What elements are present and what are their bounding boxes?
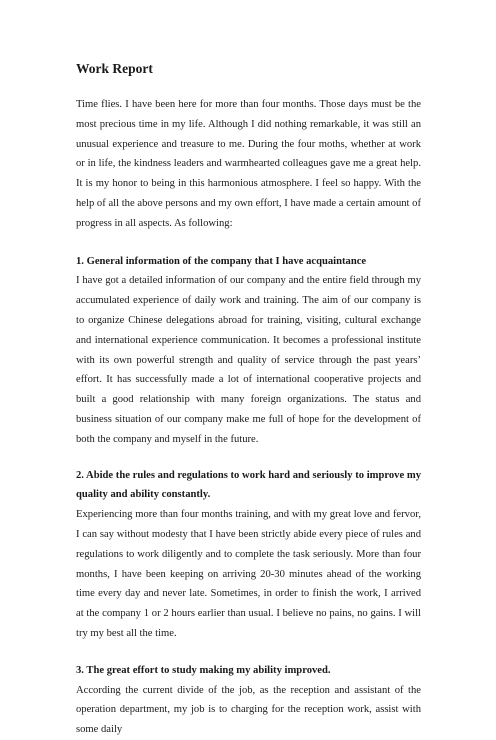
section-1-heading: 1. General information of the company that I have acquaintance [76,255,367,267]
section-3-heading: 3. The great effort to study making my ability improved. [76,664,331,676]
document-title: Work Report [76,61,153,76]
section-3-body: According the current divide of the job, as the reception and assistant of the operation department, my job is to charging for the reception work, assist with some daily [76,684,421,736]
document-page [76,0,421,740]
section-2-heading: 2. Abide the rules and regulations to work hard and seriously to improve my quality and ability constantly. [76,469,421,501]
section-2-body: Experiencing more than four months training, and with my great love and fervor, I can say without modesty that I have been strictly abide every piece of rules and regulations to work diligently and to complete the task seriously. More than four months, I have been keeping on arriving 20-30 minutes ahead of the working time every day and never late. Sometimes, in order to finish the work, I arrived at the company 1 or 2 hours earlier than usual. I believe no pains, no gains. I will try my best all the time. [76,509,421,639]
section-1-body: I have got a detailed information of our company and the entire field through my accumulated experience of daily work and training. The aim of our company is to organize Chinese delegations abroad for training, visiting, cultural exchange and international experience communication. It becomes a professional institute with its own powerful strength and quality of service through the past years’ effort. It has successfully made a lot of international cooperative projects and built a good relationship with many foreign organizations. The status and business situation of our company make me full of hope for the development of both the company and myself in the future. [76,275,421,445]
intro-paragraph: Time flies. I have been here for more than four months. Those days must be the most precious time in my life. Although I did nothing remarkable, it was still an unusual experience and treasure to me. During the four moths, whether at work or in life, the kindness leaders and warmhearted colleagues gave me a great help. It is my honor to being in this harmonious atmosphere. I feel so happy. With the help of all the above persons and my own effort, I have made a certain amount of progress in all aspects. As following: [76,99,421,229]
